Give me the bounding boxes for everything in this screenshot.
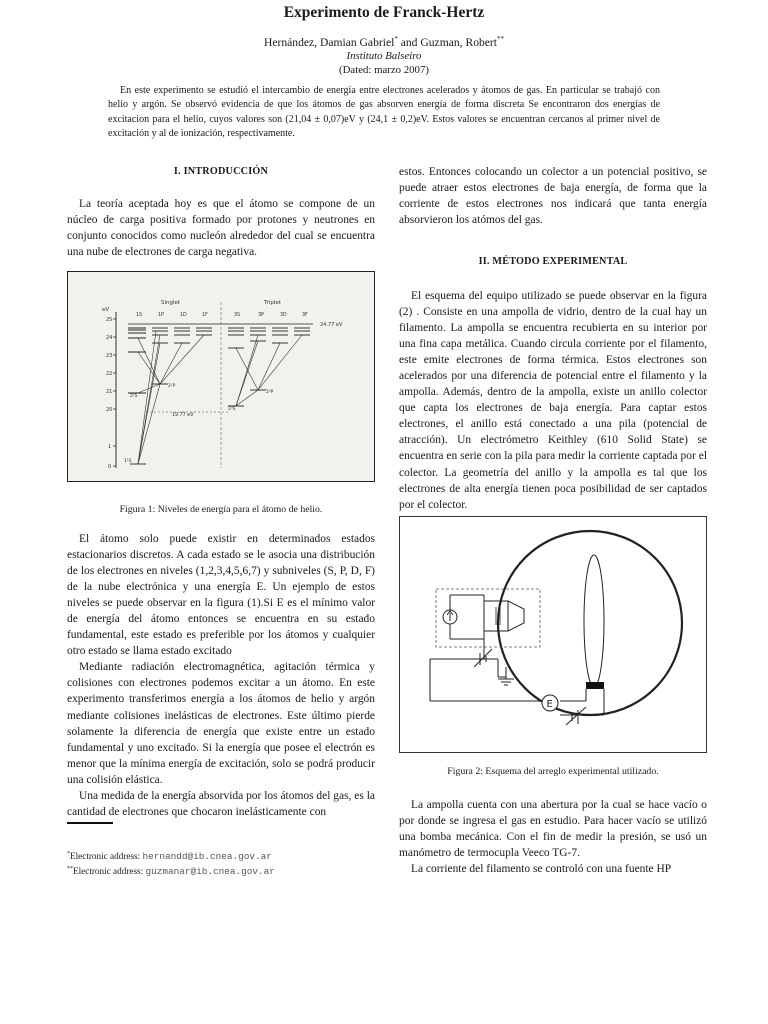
footnotes xyxy=(67,848,375,878)
tick-label: 22 xyxy=(106,371,113,377)
abstract: En este experimento se estudió el intercambio de energía entre electrones acelerados y átomos de gas. En particular se trabajó con helio y argón. Se observó evidencia de que los átomos de gas absorven energía de forma discreta Se encontraron dos energías de excitacion para el helio, cuyos valores son (21,04 ± 0,07)eV y (24,1 ± 0,2)eV. Estos valores se encuentran cercanos al primer nivel de excitación y al de ionización, respectivamente. xyxy=(108,85,660,140)
figure-1-energy-levels xyxy=(67,271,375,482)
state-label: 2³S xyxy=(228,407,236,412)
term-label: 1F xyxy=(202,313,208,318)
figure-1-caption: Figura 1: Niveles de energía para el átomo de helio. xyxy=(119,504,323,515)
paper-title: Experimento de Franck-Hertz xyxy=(283,4,485,21)
author-2: Guzman, Robert xyxy=(420,35,498,49)
author-list xyxy=(0,35,768,49)
term-label: 1D xyxy=(180,313,187,318)
helium-level-diagram xyxy=(68,272,373,480)
paragraph: El esquema del equipo utilizado se puede observar en la figura (2) . Consiste en una ampolla de vidrio, dentro de la cual hay un filamento. La ampolla se encuentra recubierta en su interior por una fina capa metálica. Cuando circula corriente por el filamento, este emite electrones de forma térmica. Estos electrones son acelerados por una diferencia de potencial entre el filamento y la ampolla. Además, dentro de la ampolla, existe un anillo colector que capta los electrones de baja energía. Para captar estos electrones, el anillo está conectado a una pila (potencial de atracción). Un electrómetro Keithley (610 Solid State) se encuentra en serie con la pila para medir la corriente captada por el colector. La geometría del anillo y la ampolla es tal que los electrones de alta energía tienen poca posibilidad de ser captados por el colector. xyxy=(399,290,707,511)
footnote-label: Electronic address: xyxy=(70,851,143,862)
figure-2-caption: Figura 2: Esquema del arreglo experimental utilizado. xyxy=(447,766,659,777)
state-label: 2¹S xyxy=(130,394,138,399)
term-label: 3D xyxy=(280,313,287,318)
tick-label: 23 xyxy=(106,353,113,359)
section-2-body-continued xyxy=(399,797,707,877)
state-label: 2¹P xyxy=(168,384,176,389)
term-label: 3P xyxy=(258,313,264,318)
footnote-mark: * xyxy=(67,851,70,857)
section-1-body xyxy=(67,531,375,820)
section-1-heading: I. INTRODUCCIÓN xyxy=(173,166,269,177)
paragraph: Mediante radiación electromagnética, agitación térmica y colisiones con electrones podemos excitar a un átomo. En este experimento transferimos energía a los átomos de helio y argón mediante colisiones inelásticas de electrones. Este último pierde solamente la diferencia de energía que existe entre un estado fundamental y uno excitado. Si la energía que posee el electrón es menor que la mínima energía de excitación, solo se podrá producir una colisión elástica. xyxy=(67,661,375,786)
footnote-1 xyxy=(67,848,375,863)
date-line: (Dated: marzo 2007) xyxy=(339,64,429,76)
paragraph: El átomo solo puede existir en determinados estados estacionarios discretos. A cada estado se le asocia una distribución de los electrones en niveles (1,2,3,4,5,6,7) y subniveles (S, P, D, F) de la nube electrónica y una energía E. Un ejemplo de estos niveles se puede observar en la figura (1).Si E es el mínimo valor de energía del átomo entonces se encuentra en su estado fundamental, este estado es preferible por los átomos y cualquier otro estado se llama estado excitado xyxy=(67,533,375,658)
author-1: Hernández, Damian Gabriel xyxy=(263,35,395,49)
paragraph: La teoría aceptada hoy es que el átomo se compone de un núcleo de carga positiva formado por protones y neutrones en conjunto conocidos como nucleón alrededor del cual se encuentra una nube de electrones de carga negativa. xyxy=(67,198,375,259)
state-label: 1¹S xyxy=(124,459,132,464)
paragraph: La corriente del filamento se controló con una fuente HP xyxy=(411,863,672,876)
tick-label: 21 xyxy=(106,389,113,395)
term-label: 1P xyxy=(158,313,164,318)
figure-2-setup-schematic xyxy=(399,516,707,753)
section-2-heading: II. MÉTODO EXPERIMENTAL xyxy=(478,256,628,267)
excitation-label: 19.77 eV xyxy=(172,413,194,418)
unit-label: eV xyxy=(102,307,110,313)
section-1-continued xyxy=(399,164,707,228)
singlet-header: Singlet xyxy=(161,300,181,306)
meter-label: E xyxy=(546,699,553,710)
triplet-header: Triplet xyxy=(264,300,281,306)
paragraph: estos. Entonces colocando un colector a un potencial positivo, se puede atraer estos electrones de baja energía, de forma que la corriente de estos electrones nos indicará que tanta energía absorvieron los atómos del gas. xyxy=(399,166,707,227)
footnote-rule xyxy=(67,822,113,824)
footnote-label: Electronic address: xyxy=(73,866,146,877)
term-label: 1S xyxy=(136,313,143,318)
author-1-mark: * xyxy=(394,35,398,43)
state-label: 2³P xyxy=(266,390,274,395)
tick-label: 1 xyxy=(108,444,112,450)
ionization-label: 24.77 eV xyxy=(320,322,343,328)
section-2-body xyxy=(399,288,707,513)
section-1-intro xyxy=(67,196,375,260)
tick-label: 24 xyxy=(106,335,113,341)
email-link[interactable]: hernandd@ib.cnea.gov.ar xyxy=(142,851,272,863)
paragraph: La ampolla cuenta con una abertura por la cual se hace vacío o por donde se ingresa el gas en estudio. Para hacer vacío se utilizó una bomba mecánica. Con el fin de medir la presión, se usó un manómetro de termocupla Veeco TG-7. xyxy=(399,799,707,860)
paragraph: Una medida de la energía absorvida por los átomos del gas, es la cantidad de electrones que chocaron inelásticamente con xyxy=(67,789,375,818)
email-link[interactable]: guzmanar@ib.cnea.gov.ar xyxy=(145,866,275,878)
apparatus-diagram xyxy=(400,517,706,752)
author-conjunction: and xyxy=(400,35,418,49)
tick-label: 25 xyxy=(106,317,113,323)
footnote-2 xyxy=(67,863,375,878)
institution: Instituto Balseiro xyxy=(346,50,422,62)
tick-label: 20 xyxy=(106,407,113,413)
footnote-mark: ** xyxy=(67,866,73,873)
author-2-mark: ** xyxy=(497,35,505,43)
tick-label: 0 xyxy=(108,464,112,470)
term-label: 3F xyxy=(302,313,308,318)
term-label: 3S xyxy=(234,313,241,318)
